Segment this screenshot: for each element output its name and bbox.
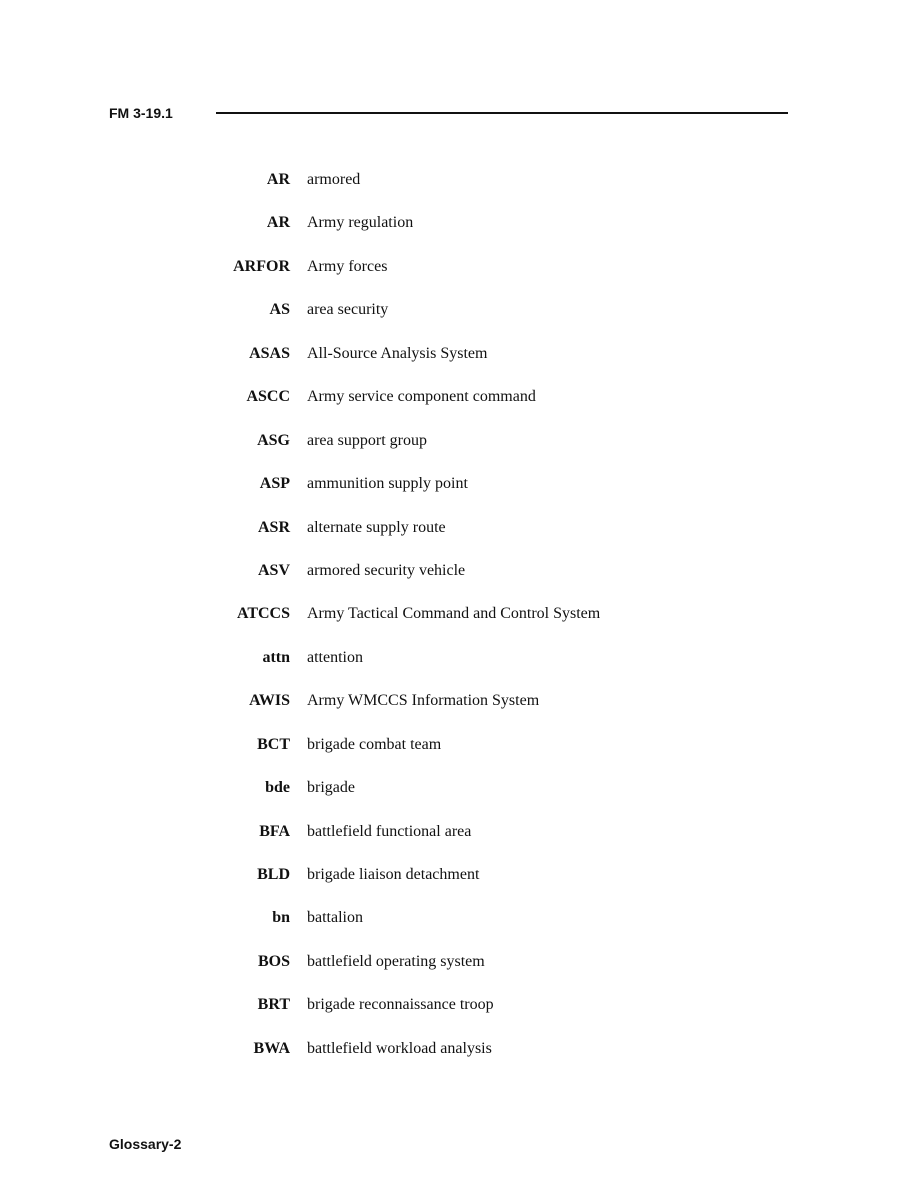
glossary-term: ASV	[257, 561, 290, 579]
glossary-entry	[0, 691, 923, 734]
glossary-term: BFA	[259, 822, 290, 840]
glossary-definition: attention	[307, 648, 363, 666]
glossary-entry	[0, 300, 923, 343]
glossary-entry	[0, 1039, 923, 1082]
glossary-definition: Army Tactical Command and Control System	[307, 605, 601, 623]
glossary-definition: Army service component command	[307, 388, 536, 406]
glossary-term: ASG	[257, 431, 290, 449]
glossary-entry	[0, 431, 923, 474]
glossary-definition: brigade	[307, 779, 355, 797]
glossary-term: attn	[262, 648, 290, 666]
glossary-term: BWA	[253, 1039, 290, 1057]
glossary-entry	[0, 952, 923, 995]
glossary-term: bde	[265, 779, 290, 797]
glossary-definition: All-Source Analysis System	[307, 344, 488, 362]
glossary-entry	[0, 735, 923, 778]
glossary-definition: battlefield workload analysis	[307, 1039, 492, 1057]
glossary-definition: battlefield operating system	[307, 952, 485, 970]
glossary-entry	[0, 257, 923, 300]
glossary-definition: battlefield functional area	[307, 822, 472, 840]
glossary-term: ARFOR	[233, 257, 290, 275]
glossary-term: AR	[266, 171, 290, 188]
glossary-definition: brigade reconnaissance troop	[307, 996, 494, 1014]
glossary-entry	[0, 778, 923, 821]
glossary-term: ASR	[257, 518, 290, 536]
glossary-definition: Army forces	[307, 257, 388, 275]
glossary-term: AS	[269, 301, 290, 319]
glossary-entry	[0, 908, 923, 951]
glossary-term: AR	[266, 214, 290, 232]
glossary-term: BLD	[257, 866, 290, 883]
glossary-entry	[0, 387, 923, 430]
glossary-definition: area support group	[307, 431, 427, 449]
glossary-term: BOS	[257, 952, 290, 970]
glossary-entry	[0, 995, 923, 1038]
glossary-entry	[0, 344, 923, 387]
glossary-definition: brigade liaison detachment	[307, 866, 480, 883]
page-number-footer: Glossary-2	[109, 1136, 182, 1152]
glossary-entry	[0, 648, 923, 691]
glossary-entry	[0, 518, 923, 561]
glossary-term: BCT	[257, 735, 290, 753]
glossary-definition: armored security vehicle	[307, 561, 466, 579]
glossary-definition: Army regulation	[307, 214, 414, 232]
glossary-entry	[0, 170, 923, 213]
glossary-term: ASP	[259, 475, 290, 493]
glossary-definition: ammunition supply point	[307, 475, 468, 493]
glossary-entry	[0, 474, 923, 517]
glossary-definition: brigade combat team	[307, 735, 442, 753]
glossary-definition: armored	[307, 171, 361, 188]
glossary-term: AWIS	[249, 692, 290, 710]
glossary-definition: alternate supply route	[307, 518, 446, 536]
glossary-list	[0, 170, 923, 1082]
document-id-header: FM 3-19.1	[109, 105, 173, 121]
glossary-definition: battalion	[307, 909, 363, 927]
glossary-term: ASCC	[246, 388, 290, 406]
glossary-definition: area security	[307, 301, 389, 319]
glossary-entry	[0, 822, 923, 865]
glossary-definition: Army WMCCS Information System	[307, 692, 540, 710]
glossary-entry	[0, 561, 923, 604]
header-rule	[216, 112, 788, 114]
glossary-entry	[0, 213, 923, 256]
glossary-term: BRT	[257, 996, 290, 1014]
glossary-entry	[0, 604, 923, 647]
glossary-entry	[0, 865, 923, 908]
glossary-term: bn	[272, 909, 290, 927]
glossary-term: ATCCS	[236, 605, 290, 623]
glossary-term: ASAS	[249, 344, 290, 362]
